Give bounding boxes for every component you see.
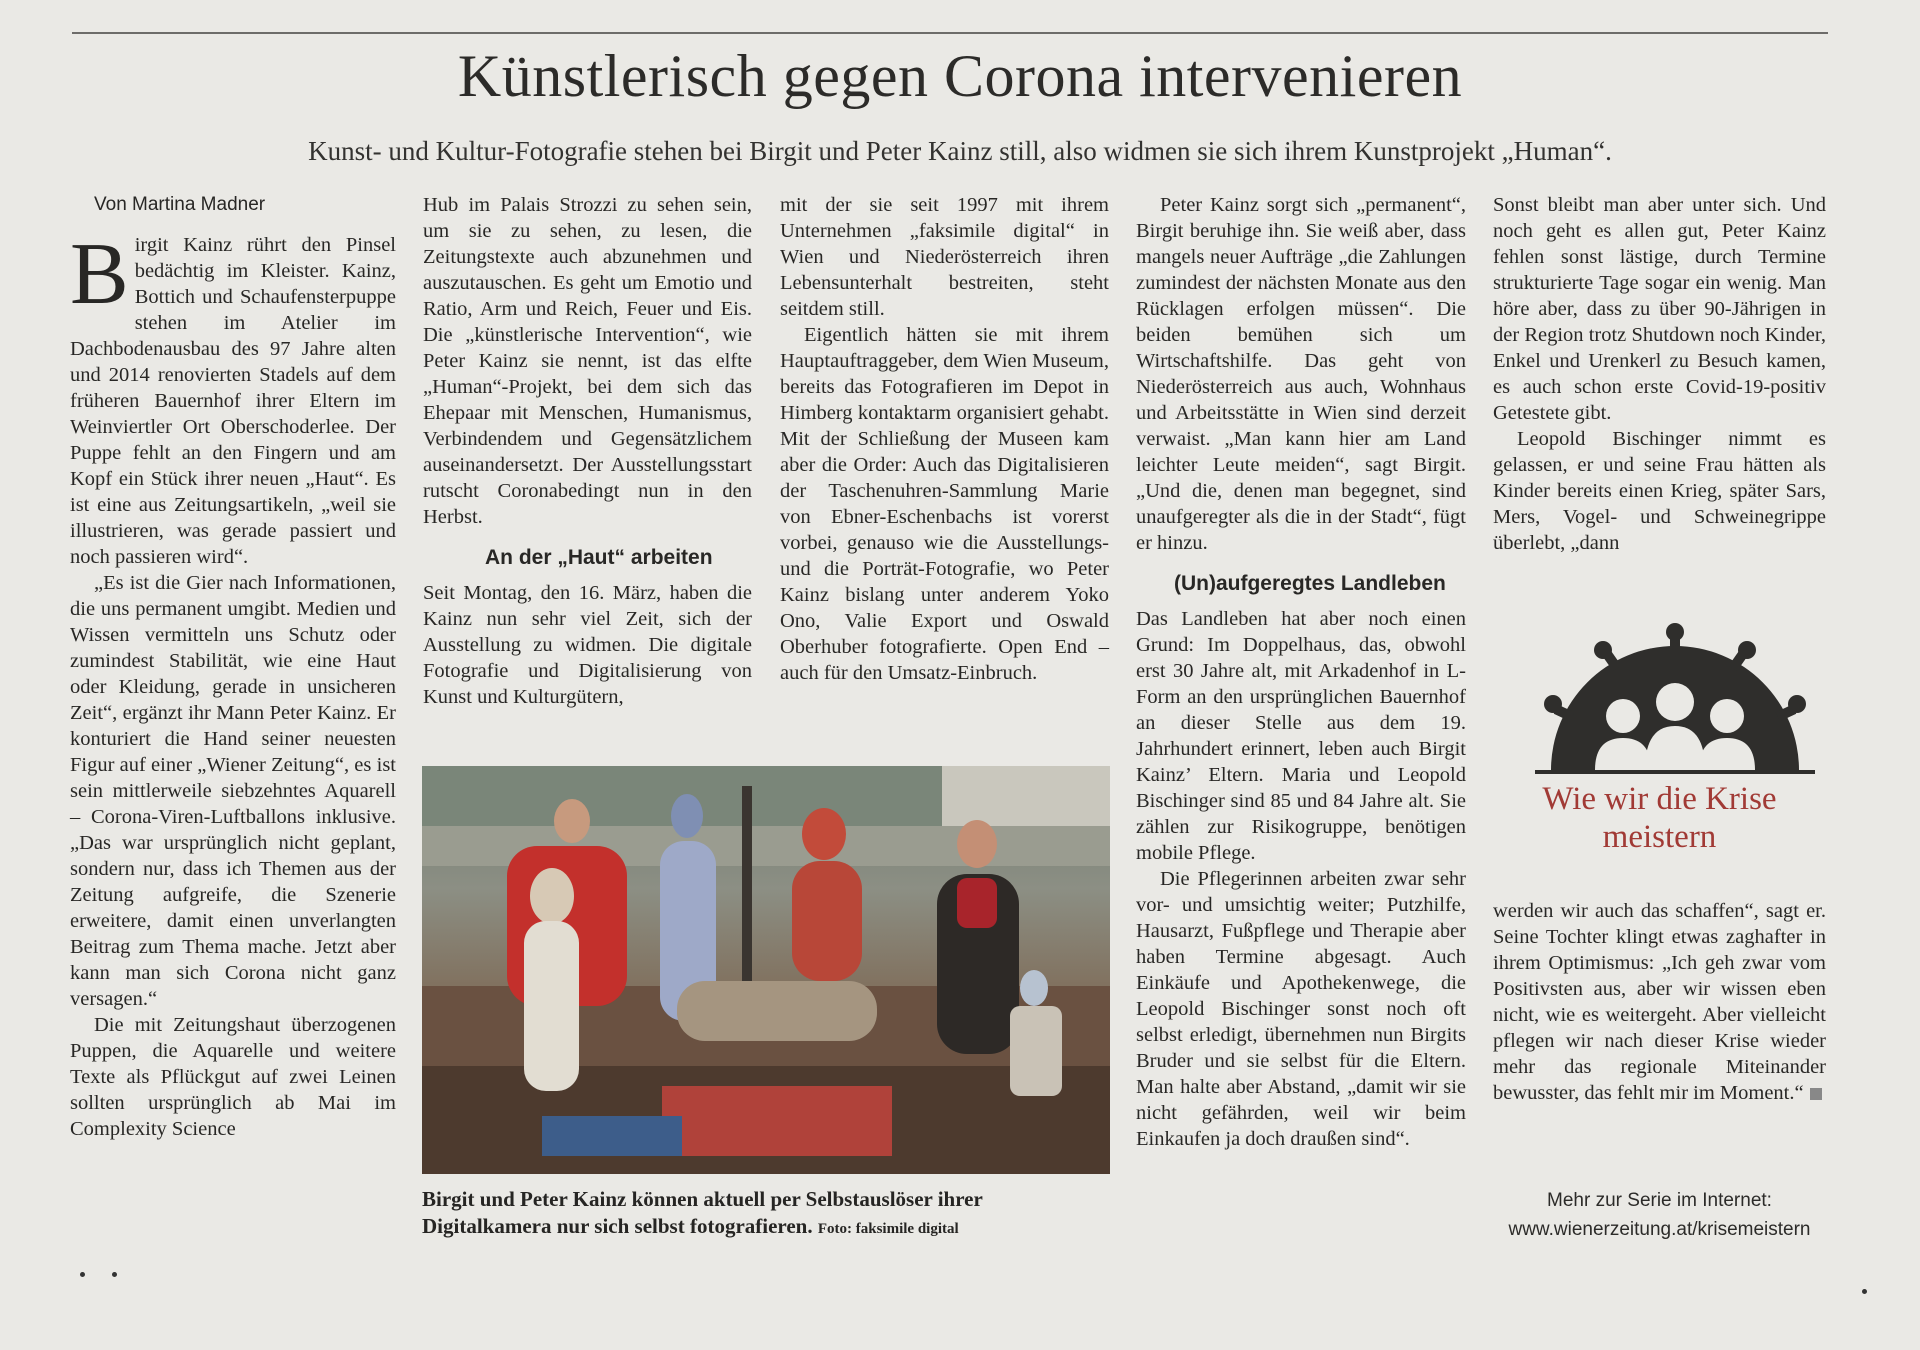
column-5-continued (1493, 898, 1826, 1106)
series-url-link[interactable]: www.wienerzeitung.at/krisemeistern (1508, 1219, 1811, 1240)
paragraph: Hub im Palais Strozzi zu sehen sein, um sie zu sehen, zu lesen, die Zeitungstexte auch abzunehmen und auszutauschen. Es geht um Emotio und Ratio, Arm und Reich, Feuer und Eis. Die „künstlerische Intervention“, wie Peter Kainz sie nennt, ist das elfte „Human“-Projekt, bei dem sich das Ehepaar mit Menschen, Humanismus, Verbindendem und Gegensätzlichem auseinandersetzt. Der Ausstellungsstart rutscht Coronabedingt nun in den Herbst. (423, 194, 752, 528)
series-more-info (1493, 1186, 1826, 1244)
more-label: Mehr zur Serie im Internet: (1547, 1190, 1772, 1211)
byline: Von Martina Madner (94, 194, 266, 215)
column-4 (1136, 192, 1466, 1152)
paragraph: Peter Kainz sorgt sich „permanent“, Birgit beruhige ihn. Sie weiß aber, dass mangels neuer Aufträge „die Zahlungen zumindest der nächsten Monate aus den Rücklagen erfolgen müssen“. Die beiden bemühen sich um Wirtschaftshilfe. Das geht von Niederösterreich aus auch, Wohnhaus und Arbeitsstätte in Wien sind derzeit verwaist. „Man kann hier am Land leichter Leute meiden“, sagt Birgit. „Und die, denen man begegnet, sind unaufgeregter als die in der Stadt“, fügt er hinzu. (1136, 194, 1466, 554)
article-photo (422, 766, 1110, 1174)
subheadline: Kunst- und Kultur-Fotografie stehen bei Birgit und Peter Kainz still, also widmen sie sich ihrem Kunstprojekt „Human“. (308, 136, 1612, 166)
scan-dot (80, 1272, 85, 1277)
photo-illustration (422, 766, 1110, 1174)
series-title: Wie wir die Krise meistern (1542, 781, 1777, 855)
top-rule (72, 32, 1828, 34)
paragraph: Leopold Bischinger nimmt es gelassen, er und seine Frau hätten als Kinder bereits einen Krieg, später Sars, Mers, Vogel- und Schweinegrippe überlebt, „dann (1493, 428, 1826, 554)
headline: Künstlerisch gegen Corona intervenieren (457, 43, 1463, 109)
section-heading: An der „Haut“ arbeiten (485, 546, 713, 569)
paragraph: Birgit Kainz rührt den Pinsel bedächtig im Kleister. Kainz, Bottich und Schaufensterpuppe stehen im Atelier im Dachbodenausbau des 97 Jahre alten und 2014 renovierten Stadels auf dem früheren Bauernhof ihrer Eltern im Weinviertler Ort Oberschoderlee. Der Puppe fehlt an den Fingern und am Kopf ein Stück ihrer neuen „Haut“. Es ist eine aus Zeitungsartikeln, „weil sie illustrieren, was gerade passiert und noch passieren wird“. (70, 226, 396, 568)
virus-crowd-logo (1535, 622, 1815, 774)
scan-dot (1862, 1289, 1867, 1294)
paragraph: mit der sie seit 1997 mit ihrem Unternehmen „faksimile digital“ in Wien und Niederösterreich ihren Lebensunterhalt bestreiten, steht seitdem still. (780, 194, 1109, 320)
column-1 (70, 192, 396, 1142)
column-3 (780, 192, 1109, 686)
scan-dot (112, 1272, 117, 1277)
paragraph: Die Pflegerinnen arbeiten zwar sehr vor- und umsichtig weiter; Putzhilfe, Hausarzt, Fußpflege und Therapie aber haben Termine abgesagt. Auch Einkäufe und Apothekenwege, die Leopold Bischinger sonst noch oft selbst erledigt, übernehmen nun Birgits Bruder und sie selbst für die Eltern. Man halte aber Abstand, „damit wir sie nicht gefährden, weil wir beim Einkaufen ja doch draußen sind“. (1136, 868, 1466, 1150)
photo-credit: Foto: faksimile digital (817, 1221, 959, 1237)
paragraph: Das Landleben hat aber noch einen Grund: Im Doppelhaus, das, obwohl erst 30 Jahre alt, mit Arkadenhof in L-Form an den ursprünglichen Bauernhof an dieser Stelle aus dem 19. Jahrhundert erinnert, leben auch Birgit Kainz’ Eltern. Maria und Leopold Bischinger sind 85 und 84 Jahre alt. Sie zählen zur Risikogruppe, benötigen mobile Pflege. (1136, 608, 1466, 864)
paragraph: Sonst bleibt man aber unter sich. Und noch geht es allen gut, Peter Kainz fehlen sonst lästige, durch Termine strukturierte Tage sogar ein wenig. Man höre aber, dass zu über 90-Jährigen in der Region trotz Shutdown noch Kinder, Enkel und Urenkerl zu Besuch kamen, es auch schon erste Covid-19-positiv Getestete gibt. (1493, 194, 1826, 424)
column-5 (1493, 192, 1826, 556)
paragraph: „Es ist die Gier nach Informationen, die uns permanent umgibt. Medien und Wissen vermitteln uns Schutz oder zumindest Stabilität, wie eine Haut oder Kleidung, gerade in unsicheren Zeit“, ergänzt ihr Mann Peter Kainz. Er konturiert die Hand seiner neuesten Figur auf einer „Wiener Zeitung“, es ist sein mittlerweile siebzehntes Aquarell – Corona-Viren-Luftballons inklusive. „Das war ursprünglich nicht geplant, sondern nur, dass ich Themen aus der Zeitung aufgreife, die Szenerie erweitere, damit einen unverlangten Beitrag zum Thema mache. Jetzt aber kann man sich Corona nicht ganz versagen.“ (70, 572, 396, 1010)
end-mark (1810, 1088, 1822, 1100)
drop-cap: B (70, 226, 129, 323)
column-2 (423, 192, 752, 710)
section-heading: (Un)aufgeregtes Landleben (1174, 572, 1446, 595)
paragraph: Die mit Zeitungshaut überzogenen Puppen, die Aquarelle und weitere Texte als Pflückgut auf zwei Leinen sollten ursprünglich ab Mai im Complexity Science (70, 1014, 396, 1140)
paragraph: Seit Montag, den 16. März, haben die Kainz nun sehr viel Zeit, sich der Ausstellung zu widmen. Die digitale Fotografie und Digitalisierung von Kunst und Kulturgütern, (423, 582, 752, 708)
paragraph: werden wir auch das schaffen“, sagt er. Seine Tochter klingt etwas zaghafter in ihrem Optimismus: „Ich geh zwar vom Positivsten aus, aber wir wissen eben nicht, wie es weitergeht. Aber vielleicht pflegen wir nach dieser Krise wieder mehr das regionale Miteinander bewusster, das fehlt mir im Moment.“ (1493, 900, 1826, 1104)
photo-caption: Birgit und Peter Kainz können aktuell per Selbstauslöser ihrer Digitalkamera nur sich selbst fotografieren. Foto: faksimile digital (422, 1187, 983, 1238)
paragraph: Eigentlich hätten sie mit ihrem Hauptauftraggeber, dem Wien Museum, bereits das Fotografieren im Depot in Himberg kontaktarm organisiert gehabt. Mit der Schließung der Museen kam aber die Order: Auch das Digitalisieren der Taschenuhren-Sammlung Marie von Ebner-Eschenbachs ist vorerst vorbei, genauso wie die Ausstellungs- und die Porträt-Fotografie, wo Peter Kainz bislang unter anderem Yoko Ono, Valie Export und Oswald Oberhuber fotografierte. Open End – auch für den Umsatz-Einbruch. (780, 324, 1109, 684)
